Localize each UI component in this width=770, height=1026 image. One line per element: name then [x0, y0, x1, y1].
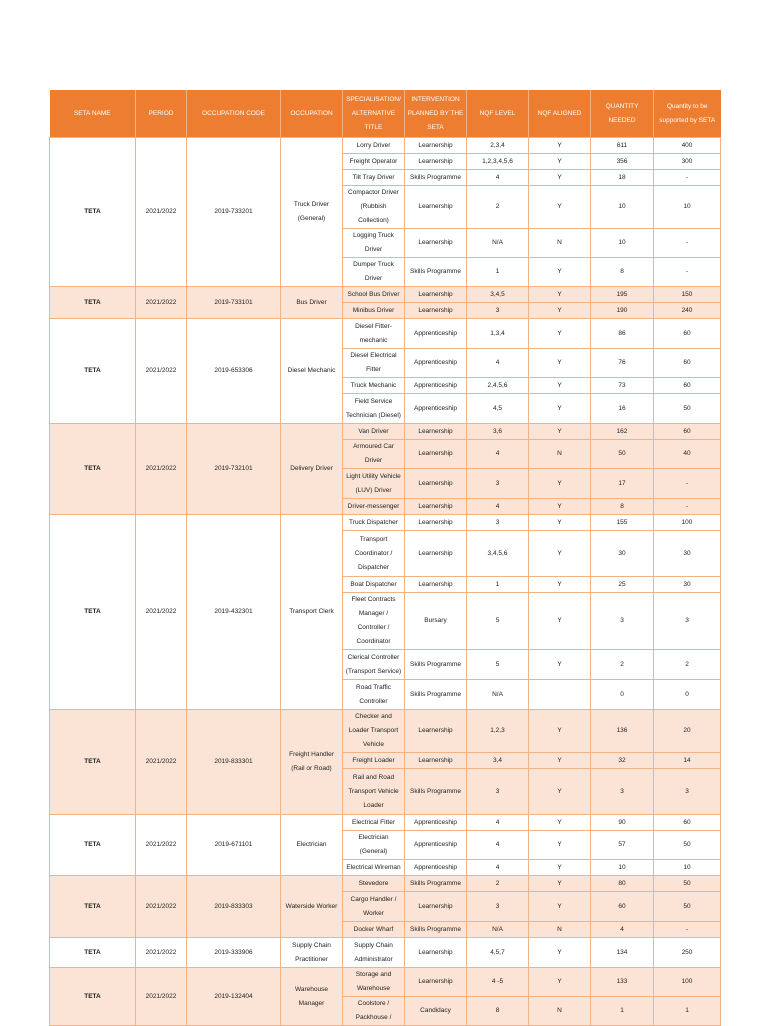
quantity-needed-cell: 134	[591, 938, 654, 968]
quantity-needed-cell: 80	[591, 876, 654, 892]
specialisation-cell: Logging Truck Driver	[343, 229, 405, 258]
period-cell: 2021/2022	[136, 515, 187, 710]
intervention-cell: Skills Programme	[405, 922, 467, 938]
nqf-aligned-cell: Y	[529, 938, 591, 968]
table-body	[50, 138, 721, 1026]
quantity-needed-cell: 10	[591, 860, 654, 876]
nqf-aligned-cell: N	[529, 997, 591, 1026]
quantity-supported-cell: 50	[654, 892, 721, 922]
quantity-supported-cell: 150	[654, 287, 721, 303]
nqf-aligned-cell: Y	[529, 650, 591, 680]
period-cell: 2021/2022	[136, 138, 187, 287]
quantity-supported-cell: -	[654, 499, 721, 515]
quantity-supported-cell: 100	[654, 515, 721, 531]
seta-name-cell: TETA	[50, 968, 136, 1026]
specialisation-cell: Compactor Driver (Rubbish Collection)	[343, 186, 405, 229]
quantity-needed-cell: 16	[591, 394, 654, 424]
specialisation-cell: Clerical Controller (Transport Service)	[343, 650, 405, 680]
nqf-level-cell: 2	[467, 876, 529, 892]
table-row	[50, 710, 721, 753]
nqf-aligned-cell: N	[529, 922, 591, 938]
specialisation-cell: Storage and Warehouse	[343, 968, 405, 997]
intervention-cell: Apprenticeship	[405, 394, 467, 424]
intervention-cell: Learnership	[405, 968, 467, 997]
table-row	[50, 319, 721, 349]
nqf-level-cell: 5	[467, 593, 529, 650]
intervention-cell: Apprenticeship	[405, 815, 467, 831]
specialisation-cell: Field Service Technician (Diesel)	[343, 394, 405, 424]
nqf-level-cell: 4 -5	[467, 968, 529, 997]
intervention-cell: Skills Programme	[405, 258, 467, 287]
quantity-supported-cell: 400	[654, 138, 721, 154]
quantity-needed-cell: 73	[591, 378, 654, 394]
specialisation-cell: Fleet Contracts Manager / Controller / Coordinator	[343, 593, 405, 650]
intervention-cell: Learnership	[405, 287, 467, 303]
quantity-needed-cell: 8	[591, 499, 654, 515]
nqf-aligned-cell: Y	[529, 577, 591, 593]
quantity-needed-cell: 190	[591, 303, 654, 319]
nqf-level-cell: 3,4	[467, 753, 529, 769]
period-cell: 2021/2022	[136, 815, 187, 876]
nqf-aligned-cell: Y	[529, 892, 591, 922]
quantity-supported-cell: 60	[654, 378, 721, 394]
quantity-needed-cell: 60	[591, 892, 654, 922]
intervention-cell: Skills Programme	[405, 170, 467, 186]
nqf-level-cell: 1	[467, 258, 529, 287]
quantity-supported-cell: 14	[654, 753, 721, 769]
nqf-aligned-cell: Y	[529, 378, 591, 394]
nqf-aligned-cell: Y	[529, 593, 591, 650]
occupation-cell: Warehouse Manager	[281, 968, 343, 1026]
specialisation-cell: Minibus Driver	[343, 303, 405, 319]
specialisation-cell: Freight Operator	[343, 154, 405, 170]
quantity-needed-cell: 4	[591, 922, 654, 938]
table-row	[50, 938, 721, 968]
intervention-cell: Candidacy	[405, 997, 467, 1026]
quantity-supported-cell: 100	[654, 968, 721, 997]
intervention-cell: Learnership	[405, 186, 467, 229]
specialisation-cell: Transport Coordinator / Dispatcher	[343, 531, 405, 577]
intervention-cell: Skills Programme	[405, 876, 467, 892]
quantity-needed-cell: 195	[591, 287, 654, 303]
occupation-cell: Delivery Driver	[281, 424, 343, 515]
quantity-needed-cell: 3	[591, 593, 654, 650]
occupation-code-cell: 2019-333906	[187, 938, 281, 968]
quantity-needed-cell: 136	[591, 710, 654, 753]
quantity-supported-cell: 50	[654, 394, 721, 424]
quantity-needed-cell: 90	[591, 815, 654, 831]
intervention-cell: Learnership	[405, 499, 467, 515]
quantity-supported-cell: 10	[654, 186, 721, 229]
specialisation-cell: Dumper Truck Driver	[343, 258, 405, 287]
column-header-occupation: OCCUPATION	[281, 90, 343, 138]
intervention-cell: Apprenticeship	[405, 349, 467, 378]
seta-skills-table	[49, 90, 721, 1026]
quantity-supported-cell: 0	[654, 680, 721, 710]
intervention-cell: Learnership	[405, 138, 467, 154]
quantity-supported-cell: -	[654, 170, 721, 186]
quantity-supported-cell: -	[654, 229, 721, 258]
quantity-supported-cell: 3	[654, 593, 721, 650]
nqf-level-cell: 4	[467, 815, 529, 831]
column-header-quantity-needed: QUANTITY NEEDED	[591, 90, 654, 138]
nqf-level-cell: 4	[467, 860, 529, 876]
column-header-seta-name: SETA NAME	[50, 90, 136, 138]
nqf-aligned-cell: Y	[529, 815, 591, 831]
nqf-aligned-cell: Y	[529, 138, 591, 154]
occupation-cell: Transport Clerk	[281, 515, 343, 710]
seta-name-cell: TETA	[50, 287, 136, 319]
nqf-level-cell: N/A	[467, 922, 529, 938]
nqf-level-cell: 4	[467, 499, 529, 515]
intervention-cell: Learnership	[405, 577, 467, 593]
nqf-level-cell: 3,4,5	[467, 287, 529, 303]
nqf-level-cell: 3,4,5,6	[467, 531, 529, 577]
occupation-cell: Truck Driver (General)	[281, 138, 343, 287]
nqf-aligned-cell: Y	[529, 968, 591, 997]
occupation-cell: Supply Chain Practitioner	[281, 938, 343, 968]
specialisation-cell: Electrical Fitter	[343, 815, 405, 831]
nqf-level-cell: 3	[467, 469, 529, 499]
intervention-cell: Learnership	[405, 303, 467, 319]
quantity-needed-cell: 0	[591, 680, 654, 710]
intervention-cell: Learnership	[405, 515, 467, 531]
nqf-aligned-cell: N	[529, 440, 591, 469]
nqf-level-cell: 2	[467, 186, 529, 229]
nqf-level-cell: 2,3,4	[467, 138, 529, 154]
specialisation-cell: Truck Mechanic	[343, 378, 405, 394]
quantity-supported-cell: -	[654, 258, 721, 287]
quantity-needed-cell: 76	[591, 349, 654, 378]
seta-name-cell: TETA	[50, 938, 136, 968]
quantity-needed-cell: 3	[591, 769, 654, 815]
nqf-level-cell: 1,2,3,4,5,6	[467, 154, 529, 170]
specialisation-cell: Driver-messenger	[343, 499, 405, 515]
period-cell: 2021/2022	[136, 319, 187, 424]
nqf-aligned-cell: Y	[529, 876, 591, 892]
nqf-aligned-cell: Y	[529, 258, 591, 287]
specialisation-cell: Checker and Loader Transport Vehicle	[343, 710, 405, 753]
specialisation-cell: Cargo Handler / Worker	[343, 892, 405, 922]
specialisation-cell: Light Utility Vehicle (LUV) Driver	[343, 469, 405, 499]
header-row	[50, 90, 721, 138]
column-header-period: PERIOD	[136, 90, 187, 138]
occupation-code-cell: 2019-653306	[187, 319, 281, 424]
quantity-supported-cell: 60	[654, 319, 721, 349]
nqf-level-cell: 1	[467, 577, 529, 593]
occupation-cell: Electrician	[281, 815, 343, 876]
quantity-needed-cell: 32	[591, 753, 654, 769]
seta-name-cell: TETA	[50, 138, 136, 287]
quantity-supported-cell: 60	[654, 349, 721, 378]
quantity-needed-cell: 30	[591, 531, 654, 577]
specialisation-cell: Stevedore	[343, 876, 405, 892]
nqf-level-cell: 4	[467, 440, 529, 469]
quantity-needed-cell: 611	[591, 138, 654, 154]
intervention-cell: Bursary	[405, 593, 467, 650]
nqf-aligned-cell	[529, 680, 591, 710]
table-row	[50, 876, 721, 892]
specialisation-cell: Diesel Electrical Fitter	[343, 349, 405, 378]
seta-name-cell: TETA	[50, 424, 136, 515]
intervention-cell: Skills Programme	[405, 769, 467, 815]
table-row	[50, 515, 721, 531]
occupation-code-cell: 2019-833301	[187, 710, 281, 815]
quantity-supported-cell: -	[654, 469, 721, 499]
nqf-level-cell: 3	[467, 769, 529, 815]
quantity-needed-cell: 10	[591, 229, 654, 258]
nqf-aligned-cell: Y	[529, 499, 591, 515]
occupation-cell: Freight Handler (Rail or Road)	[281, 710, 343, 815]
table-row	[50, 424, 721, 440]
occupation-code-cell: 2019-132404	[187, 968, 281, 1026]
nqf-level-cell: 4,5,7	[467, 938, 529, 968]
specialisation-cell: Rail and Road Transport Vehicle Loader	[343, 769, 405, 815]
intervention-cell: Learnership	[405, 753, 467, 769]
occupation-code-cell: 2019-432301	[187, 515, 281, 710]
quantity-supported-cell: 50	[654, 831, 721, 860]
nqf-aligned-cell: Y	[529, 860, 591, 876]
nqf-level-cell: 3,6	[467, 424, 529, 440]
specialisation-cell: Truck Dispatcher	[343, 515, 405, 531]
seta-name-cell: TETA	[50, 319, 136, 424]
nqf-level-cell: 3	[467, 515, 529, 531]
quantity-supported-cell: 50	[654, 876, 721, 892]
nqf-aligned-cell: Y	[529, 186, 591, 229]
quantity-supported-cell: 250	[654, 938, 721, 968]
quantity-needed-cell: 17	[591, 469, 654, 499]
nqf-level-cell: 2,4,5,6	[467, 378, 529, 394]
nqf-aligned-cell: Y	[529, 349, 591, 378]
period-cell: 2021/2022	[136, 938, 187, 968]
specialisation-cell: School Bus Driver	[343, 287, 405, 303]
occupation-cell: Bus Driver	[281, 287, 343, 319]
occupation-cell: Diesel Mechanic	[281, 319, 343, 424]
seta-name-cell: TETA	[50, 710, 136, 815]
nqf-aligned-cell: Y	[529, 154, 591, 170]
period-cell: 2021/2022	[136, 968, 187, 1026]
quantity-supported-cell: 20	[654, 710, 721, 753]
nqf-aligned-cell: N	[529, 229, 591, 258]
quantity-needed-cell: 356	[591, 154, 654, 170]
specialisation-cell: Diesel Fitter-mechanic	[343, 319, 405, 349]
intervention-cell: Learnership	[405, 440, 467, 469]
quantity-needed-cell: 133	[591, 968, 654, 997]
intervention-cell: Learnership	[405, 531, 467, 577]
nqf-level-cell: 1,3,4	[467, 319, 529, 349]
column-header-nqf-aligned: NQF ALIGNED	[529, 90, 591, 138]
period-cell: 2021/2022	[136, 424, 187, 515]
specialisation-cell: Tilt Tray Driver	[343, 170, 405, 186]
specialisation-cell: Freight Loader	[343, 753, 405, 769]
quantity-needed-cell: 50	[591, 440, 654, 469]
nqf-aligned-cell: Y	[529, 319, 591, 349]
quantity-needed-cell: 57	[591, 831, 654, 860]
quantity-needed-cell: 8	[591, 258, 654, 287]
occupation-code-cell: 2019-833303	[187, 876, 281, 938]
intervention-cell: Learnership	[405, 892, 467, 922]
intervention-cell: Learnership	[405, 938, 467, 968]
specialisation-cell: Armoured Car Driver	[343, 440, 405, 469]
intervention-cell: Apprenticeship	[405, 860, 467, 876]
quantity-supported-cell: 60	[654, 424, 721, 440]
quantity-supported-cell: 30	[654, 531, 721, 577]
intervention-cell: Apprenticeship	[405, 319, 467, 349]
intervention-cell: Learnership	[405, 710, 467, 753]
nqf-aligned-cell: Y	[529, 394, 591, 424]
occupation-code-cell: 2019-671101	[187, 815, 281, 876]
period-cell: 2021/2022	[136, 287, 187, 319]
table-row	[50, 287, 721, 303]
quantity-supported-cell: 1	[654, 997, 721, 1026]
specialisation-cell: Lorry Driver	[343, 138, 405, 154]
nqf-level-cell: 3	[467, 303, 529, 319]
nqf-aligned-cell: Y	[529, 831, 591, 860]
seta-name-cell: TETA	[50, 515, 136, 710]
nqf-level-cell: N/A	[467, 680, 529, 710]
specialisation-cell: Road Traffic Controller	[343, 680, 405, 710]
column-header-nqf-level: NQF LEVEL	[467, 90, 529, 138]
intervention-cell: Apprenticeship	[405, 831, 467, 860]
nqf-aligned-cell: Y	[529, 753, 591, 769]
quantity-needed-cell: 2	[591, 650, 654, 680]
nqf-aligned-cell: Y	[529, 769, 591, 815]
nqf-aligned-cell: Y	[529, 303, 591, 319]
nqf-aligned-cell: Y	[529, 170, 591, 186]
occupation-code-cell: 2019-733201	[187, 138, 281, 287]
seta-name-cell: TETA	[50, 815, 136, 876]
intervention-cell: Learnership	[405, 469, 467, 499]
intervention-cell: Learnership	[405, 154, 467, 170]
table-row	[50, 815, 721, 831]
nqf-aligned-cell: Y	[529, 531, 591, 577]
table-row	[50, 138, 721, 154]
quantity-needed-cell: 155	[591, 515, 654, 531]
quantity-needed-cell: 1	[591, 997, 654, 1026]
nqf-level-cell: 5	[467, 650, 529, 680]
nqf-level-cell: 4	[467, 349, 529, 378]
column-header-intervention: INTERVENTION PLANNED BY THE SETA	[405, 90, 467, 138]
nqf-aligned-cell: Y	[529, 424, 591, 440]
quantity-supported-cell: -	[654, 922, 721, 938]
nqf-level-cell: 8	[467, 997, 529, 1026]
quantity-supported-cell: 240	[654, 303, 721, 319]
table-row	[50, 968, 721, 997]
specialisation-cell: Supply Chain Administrator	[343, 938, 405, 968]
nqf-level-cell: N/A	[467, 229, 529, 258]
specialisation-cell: Coolstore / Packhouse /	[343, 997, 405, 1026]
quantity-supported-cell: 40	[654, 440, 721, 469]
quantity-needed-cell: 86	[591, 319, 654, 349]
quantity-needed-cell: 162	[591, 424, 654, 440]
quantity-needed-cell: 25	[591, 577, 654, 593]
intervention-cell: Learnership	[405, 424, 467, 440]
occupation-code-cell: 2019-732101	[187, 424, 281, 515]
nqf-level-cell: 1,2,3	[467, 710, 529, 753]
nqf-level-cell: 4	[467, 831, 529, 860]
specialisation-cell: Electrician (General)	[343, 831, 405, 860]
quantity-needed-cell: 18	[591, 170, 654, 186]
quantity-supported-cell: 2	[654, 650, 721, 680]
occupation-cell: Waterside Worker	[281, 876, 343, 938]
quantity-supported-cell: 10	[654, 860, 721, 876]
occupation-code-cell: 2019-733101	[187, 287, 281, 319]
quantity-supported-cell: 60	[654, 815, 721, 831]
intervention-cell: Skills Programme	[405, 680, 467, 710]
nqf-aligned-cell: Y	[529, 710, 591, 753]
period-cell: 2021/2022	[136, 710, 187, 815]
column-header-occupation-code: OCCUPATION CODE	[187, 90, 281, 138]
nqf-aligned-cell: Y	[529, 287, 591, 303]
intervention-cell: Apprenticeship	[405, 378, 467, 394]
quantity-needed-cell: 10	[591, 186, 654, 229]
nqf-aligned-cell: Y	[529, 515, 591, 531]
intervention-cell: Learnership	[405, 229, 467, 258]
nqf-level-cell: 3	[467, 892, 529, 922]
specialisation-cell: Docker Wharf	[343, 922, 405, 938]
period-cell: 2021/2022	[136, 876, 187, 938]
specialisation-cell: Boat Dispatcher	[343, 577, 405, 593]
nqf-aligned-cell: Y	[529, 469, 591, 499]
column-header-quantity-supported: Quantity to be supported by SETA	[654, 90, 721, 138]
quantity-supported-cell: 300	[654, 154, 721, 170]
seta-name-cell: TETA	[50, 876, 136, 938]
nqf-level-cell: 4	[467, 170, 529, 186]
column-header-specialisation: SPECIALISATION/ ALTERNATIVE TITLE	[343, 90, 405, 138]
specialisation-cell: Van Driver	[343, 424, 405, 440]
nqf-level-cell: 4,5	[467, 394, 529, 424]
specialisation-cell: Electrical Wireman	[343, 860, 405, 876]
intervention-cell: Skills Programme	[405, 650, 467, 680]
quantity-supported-cell: 30	[654, 577, 721, 593]
quantity-supported-cell: 3	[654, 769, 721, 815]
